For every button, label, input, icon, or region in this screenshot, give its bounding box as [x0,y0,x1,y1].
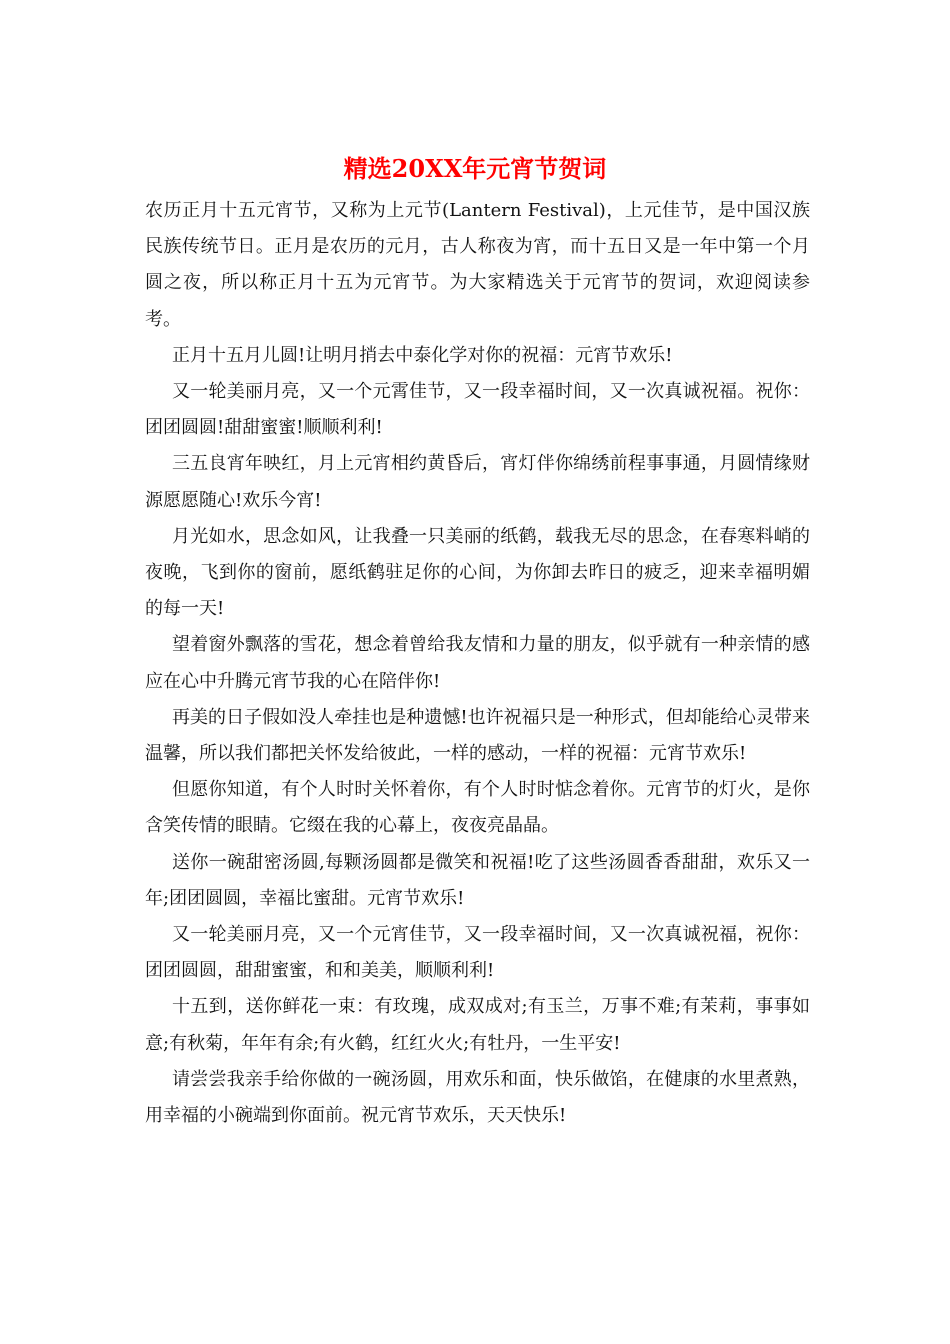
document-body [145,193,810,1134]
greeting-paragraph: 请尝尝我亲手给你做的一碗汤圆，用欢乐和面，快乐做馅，在健康的水里煮熟，用幸福的小碗端到你面前。祝元宵节欢乐，天天快乐! [145,1068,810,1127]
greeting-paragraph: 又一轮美丽月亮，又一个元霄佳节，又一段幸福时间，又一次真诚祝福。祝你：团团圆圆!甜甜蜜蜜!顺顺利利! [145,381,810,439]
greeting-paragraph: 十五到，送你鲜花一束：有玫瑰，成双成对;有玉兰，万事不难;有茉莉，事事如意;有秋菊，年年有余;有火鹤，红红火火;有牡丹，一生平安! [145,996,810,1054]
greeting-paragraph: 再美的日子假如没人牵挂也是种遗憾!也许祝福只是一种形式，但却能给心灵带来温馨，所以我们都把关怀发给彼此，一样的感动，一样的祝福：元宵节欢乐! [145,706,810,765]
greeting-paragraph: 正月十五月儿圆!让明月捎去中泰化学对你的祝福：元宵节欢乐! [172,344,673,366]
greeting-paragraph: 又一轮美丽月亮，又一个元宵佳节，又一段幸福时间，又一次真诚祝福，祝你：团团圆圆，甜甜蜜蜜，和和美美，顺顺利利! [145,924,810,982]
greeting-paragraph: 月光如水，思念如风，让我叠一只美丽的纸鹤，载我无尽的思念，在春寒料峭的夜晚，飞到你的窗前，愿纸鹤驻足你的心间，为你卸去昨日的疲乏，迎来幸福明媚的每一天! [145,525,810,620]
intro-paragraph: 农历正月十五元宵节，又称为上元节(Lantern Festival)，上元佳节，是中国汉族民族传统节日。正月是农历的元月，古人称夜为宵，而十五日又是一年中第一个月圆之夜，所以称正月十五为元宵节。为大家精选关于元宵节的贺词，欢迎阅读参考。 [145,200,810,330]
greeting-paragraph: 三五良宵年映红，月上元宵相约黄昏后，宵灯伴你绵绣前程事事通，月圆情缘财源愿愿随心!欢乐今宵! [145,453,810,511]
document-title: 精选20XX年元宵节贺词 [343,154,607,183]
greeting-paragraph: 送你一碗甜密汤圆,每颗汤圆都是微笑和祝福!吃了这些汤圆香香甜甜，欢乐又一年;团团圆圆，幸福比蜜甜。元宵节欢乐! [145,851,810,909]
greeting-paragraph: 但愿你知道，有个人时时关怀着你，有个人时时惦念着你。元宵节的灯火，是你含笑传情的眼睛。它缀在我的心幕上，夜夜亮晶晶。 [145,779,810,837]
greeting-paragraph: 望着窗外飘落的雪花，想念着曾给我友情和力量的朋友，似乎就有一种亲情的感应在心中升腾元宵节我的心在陪伴你! [145,634,810,692]
